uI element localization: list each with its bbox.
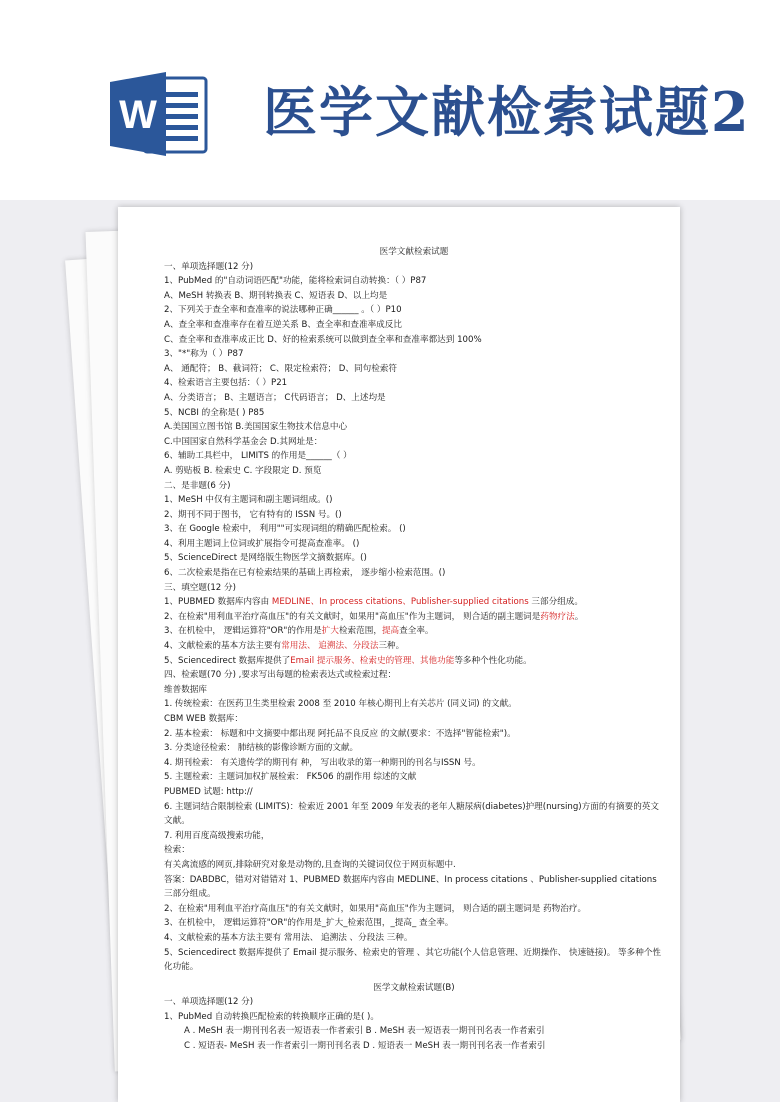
- fill-answer: MEDLINE、In process citations、Publisher-supplied citations: [271, 597, 529, 608]
- header-banner: [0, 0, 780, 200]
- question: 5、NCBI 的全称是( ) P85: [164, 407, 265, 418]
- fill-text: 2、在检索"用利血平治疗高血压"的有关文献时，如果用"高血压"作为主题词， 则合适的副主题词是: [164, 611, 541, 622]
- judgement-item: 1、MeSH 中仅有主题词和副主题词组成。(): [164, 495, 333, 506]
- section-heading: 一、单项选择题(12 分): [164, 261, 254, 272]
- fill-item: [164, 595, 664, 610]
- options: C.中国国家自然科学基金会 D.其网址是：: [164, 436, 323, 447]
- question: 3、"*"称为（ ）P87: [164, 349, 244, 360]
- fill-answer: 扩大: [321, 626, 339, 637]
- retrieval-item: 3. 分类途径检索： 肺结核的影像诊断方面的文献。: [164, 743, 359, 754]
- section-heading: 二、是非题(6 分): [164, 480, 231, 491]
- fill-item: [164, 624, 664, 639]
- options: A. 剪贴板 B. 检索史 C. 字段限定 D. 预览: [164, 465, 322, 476]
- fill-text: 4、文献检索的基本方法主要有: [164, 641, 282, 652]
- fill-text: 三种。: [378, 641, 405, 652]
- judgement-item: 3、在 Google 检索中， 利用""可实现词组的精确匹配检索。 (): [164, 524, 406, 535]
- section-heading: 三、填空题(12 分): [164, 582, 236, 593]
- fill-text: 。: [574, 611, 584, 622]
- section-heading: 一、单项选择题(12 分): [164, 997, 254, 1008]
- fill-text: 查全率。: [399, 626, 434, 637]
- retrieval-item: 7. 利用百度高级搜索功能，: [164, 830, 270, 841]
- fill-text: 检索范围，: [338, 626, 382, 637]
- database-label: CBM WEB 数据库：: [164, 714, 243, 724]
- question: 1、PubMed 的"自动词语匹配"功能，能将检索词自动转换：（ ）P87: [164, 276, 427, 287]
- section-heading: 四、检索题(70 分) ,要求写出每题的检索表达式或检索过程：: [164, 670, 397, 681]
- fill-item: [164, 610, 664, 625]
- options: A、查全率和查准率存在着互逆关系 B、查全率和查准率成反比: [164, 319, 402, 330]
- options: A、 通配符； B、截词符； C、限定检索符； D、同句检索符: [164, 363, 397, 374]
- fill-text: 5、Sciencedirect 数据库提供了: [164, 655, 291, 666]
- options: A、MeSH 转换表 B、期刊转换表 C、短语表 D、以上均是: [164, 290, 388, 301]
- fill-text: 三部分组成。: [528, 597, 583, 608]
- fill-answer: 药物疗法: [540, 611, 575, 622]
- retrieval-item: 检索：: [164, 845, 190, 856]
- question: 4、检索语言主要包括：（ ）P21: [164, 378, 288, 389]
- judgement-item: 6、二次检索是指在已有检索结果的基础上再检索， 逐步缩小检索范围。(): [164, 568, 446, 579]
- retrieval-item: 6. 主题词结合限制检索 (LIMITS)：检索近 2001 年至 2009 年发表的老年人糖尿病(diabetes)护理(nursing)方面的有摘要的英文文献。: [164, 801, 659, 827]
- exam-title: 医学文献检索试题: [379, 247, 449, 257]
- word-logo-letter: W: [119, 93, 157, 137]
- question: 6、辅助工具栏中， LIMITS 的作用是______（ ）: [164, 451, 352, 462]
- options: A、分类语言； B、主题语言； C代码语言； D、上述均是: [164, 392, 386, 403]
- retrieval-item: 5. 主题检索：主题词加权扩展检索： FK506 的副作用 综述的文献: [164, 772, 417, 783]
- fill-answer: 提高: [381, 626, 400, 637]
- word-document-icon: [110, 70, 208, 158]
- fill-text: 等多种个性化功能。: [454, 655, 532, 666]
- answer-key: 答案：DABDBC，错对对错错对 1、PUBMED 数据库内容由 MEDLINE、In process citations 、Publisher-supplied citations 三部分组成。: [164, 874, 657, 900]
- database-label: PUBMED 试题: http://: [164, 786, 253, 797]
- fill-item: [164, 654, 664, 669]
- judgement-item: 4、利用主题词上位词或扩展指令可提高查准率。 (): [164, 538, 360, 549]
- exam-title-b: 医学文献检索试题(B): [373, 982, 455, 993]
- fill-item: [164, 639, 664, 654]
- fill-text: 3、在机检中， 逻辑运算符"OR"的作用是: [164, 626, 322, 637]
- judgement-item: 2、期刊不同于图书， 它有特有的 ISSN 号。(): [164, 509, 342, 520]
- document-body: [164, 245, 664, 1054]
- answer-item: 3、在机检中， 逻辑运算符"OR"的作用是_扩大_检索范围，_提高_ 查全率。: [164, 918, 454, 929]
- answer-item: 5、Sciencedirect 数据库提供了 Email 提示服务、检索史的管理 、其它功能(个人信息管理、近期操作、 快速链接)。 等多种个性化功能。: [164, 947, 662, 973]
- options: A.美国国立图书馆 B.美国国家生物技术信息中心: [164, 422, 348, 433]
- document-page: [118, 207, 680, 1102]
- retrieval-item: 4. 期刊检索： 有关遗传学的期刊有 种， 写出收录的第一种期刊的刊名与ISSN 号。: [164, 757, 481, 768]
- judgement-item: 5、ScienceDirect 是网络版生物医学文摘数据库。(): [164, 553, 367, 564]
- document-title: 医学文献检索试题2: [263, 80, 751, 144]
- fill-answer: 常用法、 追溯法、分段法: [281, 641, 379, 652]
- options: C、查全率和查准率成正比 D、好的检索系统可以做到查全率和查准率都达到 100%: [164, 334, 482, 345]
- question: 1、PubMed 自动转换匹配检索的转换顺序正确的是( )。: [164, 1011, 380, 1022]
- answer-item: 4、文献检索的基本方法主要有 常用法、 追溯法 、分段法 三种。: [164, 932, 413, 943]
- retrieval-item: 2. 基本检索： 标题和中文摘要中都出现 阿托品不良反应 的文献(要求：不选择"智能检索")。: [164, 728, 516, 739]
- fill-text: 1、PUBMED 数据库内容由: [164, 597, 272, 608]
- database-label: 维普数据库: [164, 684, 207, 695]
- answer-item: 2、在检索"用利血平治疗高血压"的有关文献时，如果用"高血压"作为主题词， 则合适的副主题词是 药物治疗。: [164, 903, 587, 914]
- question: 2、下列关于查全率和查准率的说法哪种正确______ 。（ ）P10: [164, 305, 402, 316]
- fill-answer: Email 提示服务、检索史的管理、其他功能: [290, 655, 455, 666]
- retrieval-item: 有关禽流感的网页,排除研究对象是动物的,且查询的关键词仅位于网页标题中.: [164, 859, 456, 870]
- retrieval-item: 1. 传统检索：在医药卫生类里检索 2008 至 2010 年核心期刊上有关芯片 (同义词) 的文献。: [164, 699, 517, 710]
- options: A . MeSH 表一期刊刊名表一短语表一作者索引 B . MeSH 表一短语表一期刊刊名表一作者索引: [184, 1026, 545, 1037]
- options: C . 短语表- MeSH 表一作者索引一期刊刊名表 D . 短语表一 MeSH 表一期刊刊名表一作者索引: [184, 1041, 546, 1052]
